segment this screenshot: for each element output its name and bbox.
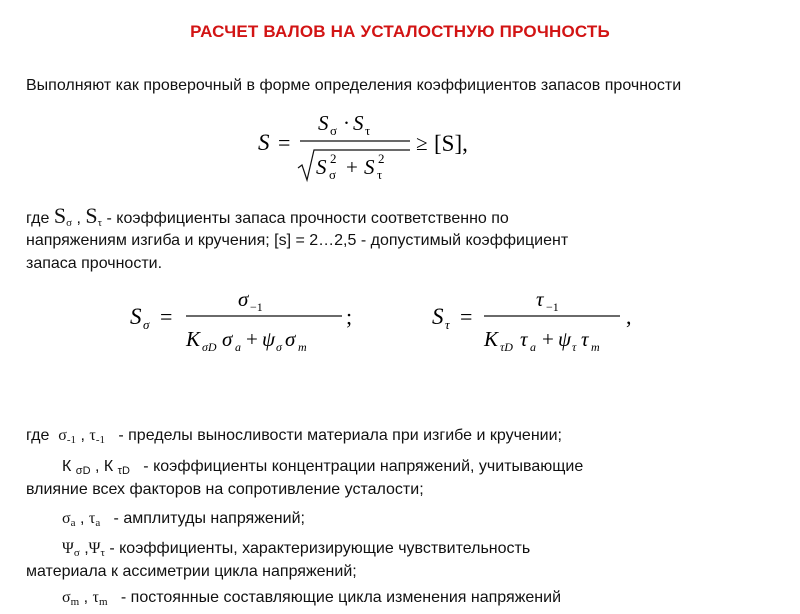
concentration-desc-cont: влияние всех факторов на сопротивление усталости; bbox=[26, 481, 424, 498]
svg-text:=: = bbox=[160, 304, 173, 329]
den-s-tau-sub: τ bbox=[377, 167, 383, 182]
allowable-s: [S], bbox=[434, 131, 468, 156]
den-s-sigma: S bbox=[316, 155, 327, 179]
k-sigma-symbol: К $_{\sigma D}$ bbox=[62, 458, 91, 477]
psi-sigma-symbol: $\Psi_\sigma$ bbox=[62, 540, 80, 559]
sensitivity-line: $\Psi_\sigma$ $,\Psi_\tau$ - коэффициенты, характеризирующие чувствительность bbox=[62, 540, 531, 559]
sigma-a-symbol: $\sigma_a$ bbox=[62, 510, 76, 529]
safety-factor-formula bbox=[250, 110, 480, 186]
svg-text:σ: σ bbox=[143, 317, 150, 332]
svg-text:ψ: ψ bbox=[262, 327, 276, 351]
svg-text:S: S bbox=[130, 304, 142, 329]
svg-text:K: K bbox=[484, 327, 499, 351]
svg-text:,: , bbox=[626, 304, 632, 329]
svg-text:−1: −1 bbox=[546, 300, 559, 314]
where-word: где bbox=[26, 210, 50, 227]
geq-sign: ≥ bbox=[416, 131, 428, 155]
svg-text:+: + bbox=[246, 327, 258, 351]
svg-text:+: + bbox=[542, 327, 554, 351]
svg-text:σD: σD bbox=[202, 340, 217, 354]
endurance-limits-line: где $\sigma_{-1}$ , $\tau_{-1}$ - пределы выносливости материала при изгибе и кручении; bbox=[26, 427, 562, 446]
svg-text:a: a bbox=[530, 340, 536, 354]
formula-equals: = bbox=[278, 130, 291, 155]
svg-text:σ: σ bbox=[238, 287, 249, 311]
svg-text:τ: τ bbox=[536, 287, 544, 311]
sigma-m-symbol: $\sigma_m$ bbox=[62, 589, 80, 608]
svg-text:τ: τ bbox=[581, 327, 589, 351]
svg-text:σ: σ bbox=[285, 327, 296, 351]
den-s-sigma-sup: 2 bbox=[330, 151, 337, 166]
sigma-minus1-symbol: $\sigma_{-1}$ bbox=[58, 427, 77, 446]
concentration-line: К $_{\sigma D}$ , К $_{\tau D}$ - коэффициенты концентрации напряжений, учитывающие bbox=[62, 458, 584, 477]
safety-desc-end: запаса прочности. bbox=[26, 255, 163, 272]
svg-text:τ: τ bbox=[445, 317, 450, 332]
svg-text:m: m bbox=[298, 340, 307, 354]
psi-tau-symbol: $\Psi_\tau$ bbox=[88, 540, 105, 559]
amplitude-desc: - амплитуды напряжений; bbox=[113, 510, 305, 527]
svg-text:ψ: ψ bbox=[558, 327, 572, 351]
s-tau-symbol: $S_\tau$ bbox=[85, 203, 103, 229]
amplitude-line: $\sigma_a$ , $\tau_a$ - амплитуды напряжений; bbox=[62, 510, 305, 529]
svg-text:τ: τ bbox=[572, 340, 577, 354]
den-s-tau: S bbox=[364, 155, 375, 179]
mean-stress-desc: - постоянные составляющие цикла изменения напряжений bbox=[120, 589, 561, 606]
svg-text:τD: τD bbox=[500, 340, 513, 354]
den-s-sigma-sub: σ bbox=[329, 167, 337, 182]
tau-minus1-symbol: $\tau_{-1}$ bbox=[89, 427, 106, 446]
svg-text:S: S bbox=[432, 304, 444, 329]
svg-text:K: K bbox=[186, 327, 201, 351]
safety-desc-cont: напряжениям изгиба и кручения; [s] = 2…2,5 - допустимый коэффициент bbox=[26, 232, 569, 249]
numerator-s-sigma-sub: σ bbox=[330, 123, 338, 138]
safety-desc: - коэффициенты запаса прочности соответственно по bbox=[106, 210, 509, 227]
numerator-s-tau-sub: τ bbox=[365, 123, 371, 138]
numerator-s-tau: S bbox=[353, 111, 364, 135]
s-tau-formula bbox=[430, 284, 650, 360]
sensitivity-desc-cont: материала к ассиметрии цикла напряжений; bbox=[26, 563, 357, 580]
mean-stress-line: $\sigma_m$ , $\tau_m$ - постоянные составляющие цикла изменения напряжений bbox=[62, 589, 561, 608]
svg-text:m: m bbox=[591, 340, 600, 354]
svg-text:σ: σ bbox=[276, 340, 282, 354]
s-sigma-symbol: $S_\sigma$ bbox=[53, 203, 72, 229]
k-tau-symbol: К $_{\tau D}$ bbox=[103, 458, 130, 477]
separator: , bbox=[76, 210, 81, 227]
intro-paragraph: Выполняют как проверочный в форме определения коэффициентов запасов прочности bbox=[26, 77, 682, 94]
formula-lhs: S bbox=[258, 130, 270, 155]
endurance-desc: - пределы выносливости материала при изгибе и кручении; bbox=[118, 427, 562, 444]
svg-text:−1: −1 bbox=[250, 300, 263, 314]
s-sigma-formula bbox=[128, 284, 368, 360]
den-plus: + bbox=[346, 155, 358, 179]
concentration-desc: - коэффициенты концентрации напряжений, учитывающие bbox=[143, 458, 584, 475]
svg-text:;: ; bbox=[346, 304, 353, 329]
tau-a-symbol: $\tau_a$ bbox=[88, 510, 101, 529]
page-title: РАСЧЕТ ВАЛОВ НА УСТАЛОСТНУЮ ПРОЧНОСТЬ bbox=[190, 22, 610, 41]
svg-text:τ: τ bbox=[520, 327, 528, 351]
den-s-tau-sup: 2 bbox=[378, 151, 385, 166]
svg-text:σ: σ bbox=[222, 327, 233, 351]
sensitivity-desc: - коэффициенты, характеризирующие чувствительность bbox=[109, 540, 531, 557]
svg-text:=: = bbox=[460, 304, 473, 329]
tau-m-symbol: $\tau_m$ bbox=[92, 589, 108, 608]
numerator-dot: · bbox=[343, 111, 350, 135]
numerator-s-sigma: S bbox=[318, 111, 329, 135]
svg-text:a: a bbox=[235, 340, 241, 354]
